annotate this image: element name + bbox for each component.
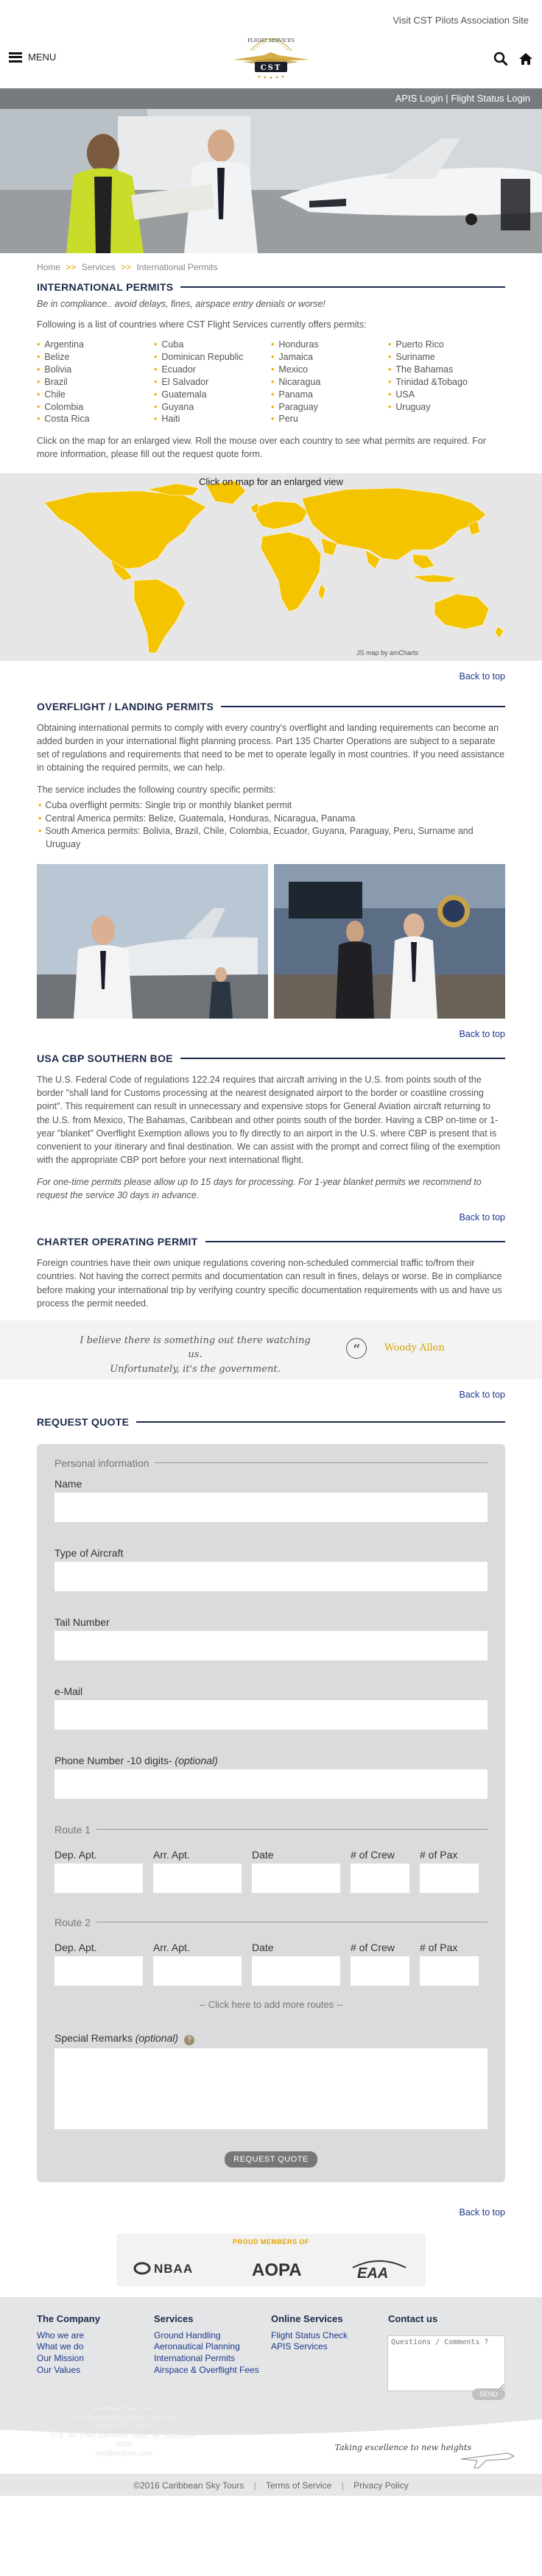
footer-link[interactable]: Ground Handling [154,2329,221,2340]
country-item: • Ecuador [154,364,271,376]
phone-label [54,1755,488,1766]
cst-logo[interactable] [228,26,314,83]
hamburger-icon [9,52,22,63]
flight-status-login-link[interactable]: Flight Status Login [451,93,530,104]
date-label: Date [252,1848,274,1861]
arr-label: Arr. Apt. [153,1941,190,1953]
date-label: Date [252,1941,274,1953]
dep-label: Dep. Apt. [54,1848,97,1861]
footer-link[interactable]: APIS Services [271,2341,328,2352]
country-item: • Panama [271,389,388,401]
hero-illustration [0,109,542,253]
login-separator: | [446,93,448,104]
nbaa-logo[interactable] [133,2259,214,2278]
phone-label-text: Phone Number -10 digits- [54,1754,172,1766]
home-icon[interactable] [518,52,533,66]
address-line: U.S. Tel. (786) 206-9441 - Mex. Tel. (322) 555-8000 [51,2431,197,2449]
eaa-logo[interactable] [350,2256,409,2281]
contact-comments-field[interactable] [387,2335,505,2391]
footer-company-title: The Company [37,2313,100,2324]
country-item: • Paraguay [271,401,388,414]
country-item: • Peru [271,413,388,425]
arr-label: Arr. Apt. [153,1848,190,1861]
cbp-title [37,1052,505,1064]
quote-band [0,1320,542,1379]
apis-login-link[interactable]: APIS Login [395,93,443,104]
breadcrumb-current: International Permits [136,262,218,272]
photo-row [37,864,505,1019]
overflight-title [37,701,505,712]
breadcrumb [37,253,505,278]
route-2-crew-field[interactable] [351,1956,409,1986]
aircraft-type-field[interactable] [54,1562,488,1591]
personal-info-legend [54,1457,488,1469]
cbp-note: For one-time permits please allow up to 15 days for processing. For 1-year blanket permits we recommend to request the service 30 days in advance. [37,1177,482,1201]
back-to-top-link[interactable]: Back to top [459,670,505,682]
nbaa-logo-text: NBAA [154,2261,194,2276]
personal-info-legend-text: Personal information [54,1457,149,1469]
country-item: • Costa Rica [37,413,154,425]
country-item: • Trinidad &Tobago [388,376,505,389]
route-2-arr-field[interactable] [153,1956,242,1986]
world-map-svg[interactable] [0,473,542,661]
route-1-legend-text: Route 1 [54,1823,91,1836]
pax-label: # of Pax [420,1848,458,1861]
special-remarks-field[interactable] [54,2048,488,2129]
map-caption: Click on map for an enlarged view [199,475,343,487]
route-1-legend [54,1824,488,1836]
intl-permits-title [37,281,505,293]
charter-title [37,1236,505,1248]
footer-link[interactable]: Who we are [37,2329,85,2340]
intl-lead: Be in compliance.. avoid delays, fines, airspace entry denials or worse! [37,299,325,309]
footer-bottom [0,2390,542,2474]
overflight-p1: Obtaining international permits to comply with every country's overflight and landing requirements can become an added burden in your international flight planning process. Part 135 Charter Operations are subject to a separate set of regulations and requirements that need to be met to operate legally in most countries. If you need assistance in obtaining the required permits, we can help. [37,722,505,773]
add-routes-link[interactable]: -- Click here to add more routes -- [199,1998,343,2010]
route-1-arr-field[interactable] [153,1864,242,1893]
tail-label: Tail Number [54,1616,110,1628]
country-item: • El Salvador [154,376,271,389]
intl-intro: Following is a list of countries where CST Flight Services currently offers permits: [37,319,367,330]
intl-permits-title-text: INTERNATIONAL PERMITS [37,281,174,293]
footer-link[interactable]: Flight Status Check [271,2329,348,2340]
quote-line-2: Unfortunately, it's the government. [110,1363,281,1375]
country-item: • Honduras [271,339,388,351]
topbar [0,0,542,26]
main-content [0,253,542,2287]
country-item: • Cuba [154,339,271,351]
country-item: • The Bahamas [388,364,505,376]
address-email[interactable]: ops@cstflyus.com [95,2449,152,2458]
route-2-legend [54,1917,488,1928]
route-1-crew-field[interactable] [351,1864,409,1893]
list-item: • Cuba overflight permits: Single trip or monthly blanket permit [37,799,505,813]
country-item: • Guyana [154,401,271,414]
breadcrumb-sep: >> [66,262,77,272]
header-icons [493,52,533,66]
country-item: • Belize [37,351,154,364]
country-item: • Uruguay [388,401,505,414]
request-quote-form [37,1444,505,2182]
charter-title-text: CHARTER OPERATING PERMIT [37,1236,198,1248]
request-quote-title [37,1416,505,1428]
copyright-bar [0,2474,542,2496]
request-quote-button[interactable]: REQUEST QUOTE [225,2151,317,2168]
pax-label: # of Pax [420,1941,458,1953]
pilot-tarmac-photo [37,864,268,1019]
country-item: • Jamaica [271,351,388,364]
back-to-top-link[interactable]: Back to top [459,1389,505,1400]
map-credit[interactable]: JS map by amCharts [356,648,418,657]
quote-author: Woody Allen [384,1342,445,1354]
breadcrumb-home[interactable]: Home [37,262,61,272]
overflight-p2: The service includes the following country specific permits: [37,785,276,795]
search-icon[interactable] [493,52,508,66]
footer-online-title: Online Services [271,2313,343,2324]
footer-company [37,2313,154,2376]
email-label: e-Mail [54,1685,83,1697]
route-1-dep-field[interactable] [54,1864,143,1893]
country-item: • Nicaragua [271,376,388,389]
remarks-label-text: Special Remarks [54,2031,133,2044]
crew-label: # of Crew [351,1848,395,1861]
logo-brand: CST [260,64,282,72]
hero-image [0,109,542,253]
aircraft-label: Type of Aircraft [54,1546,124,1559]
optional-tag: (optional) [175,1754,218,1766]
privacy-link[interactable]: Privacy Policy [353,2480,409,2491]
world-map[interactable] [0,473,542,661]
country-item: • Argentina [37,339,154,351]
route-2-date-field[interactable] [252,1956,340,1986]
quote-icon: “ [346,1338,367,1359]
country-item: • Chile [37,389,154,401]
cbp-title-text: USA CBP SOUTHERN BOE [37,1052,173,1065]
footer-link[interactable]: International Permits [154,2352,236,2363]
optional-tag: (optional) [135,2031,179,2044]
charter-p1: Foreign countries have their own unique regulations covering non-scheduled commercial traffic to/from their countries. Not having the correct permits and documentation can result in fines, delays or worse. Be in compliance before making your international trip by verifying country specific documentation requirements with us and have us process the permit needed. [37,1258,502,1309]
address-line: 4300 Blue Lagoon Drive, Suite 600 [69,2413,178,2422]
login-bar [0,88,542,109]
footer-link[interactable]: Airspace & Overflight Fees [154,2364,259,2375]
country-item: • Guatemala [154,389,271,401]
country-item: • Brazil [37,376,154,389]
footer-link[interactable]: Our Values [37,2364,81,2375]
permits-list [37,799,505,851]
aopa-logo[interactable] [249,2257,315,2279]
menu-label: MENU [28,52,57,63]
quote-line-1: I believe there is something out there watching us. [80,1334,311,1361]
logo-top-text: FLIGHT SERVICES [247,38,295,43]
header [0,22,542,88]
visit-pilots-link[interactable]: Visit CST Pilots Association Site [393,15,529,26]
country-item: • Dominican Republic [154,351,271,364]
office-team-photo [274,864,505,1019]
country-list [37,339,505,425]
eaa-logo-text: EAA [356,2265,388,2281]
route-2-dep-field[interactable] [54,1956,143,1986]
members-title: PROUD MEMBERS OF [232,2237,309,2246]
footer-services [154,2313,271,2376]
copyright-separator: | [253,2480,256,2491]
country-item: • Suriname [388,351,505,364]
footer-services-title: Services [154,2313,194,2324]
send-button[interactable]: SEND [472,2388,505,2400]
route-2-row [54,1934,488,1986]
request-quote-title-text: REQUEST QUOTE [37,1415,130,1428]
quote-text [74,1334,317,1377]
address-line: Miami, FL 33026 [97,2422,150,2431]
overflight-title-text: OVERFLIGHT / LANDING PERMITS [37,700,214,712]
list-item: • Central America permits: Belize, Guatemala, Honduras, Nicaragua, Panama [37,813,505,826]
menu-button[interactable] [9,52,56,63]
breadcrumb-services[interactable]: Services [81,262,116,272]
address-line: Caribbean Sky Tours [91,2404,156,2413]
cbp-p1: The U.S. Federal Code of regulations 122.24 requires that aircraft arriving in the U.S. from points south of the border "shall land for Customs processing at the nearest designated airport to the border or coastline crossing point". This requirement can result in unnecessary and expensive stops for General Aviation aircraft returning to the U.S. from Mexico, The Bahamas, Caribbean and other points south of the border. Having a CBP on-time or 1-year "blanket" Overflight Exemption allows you to fly directly to an airport in the U.S. where CBP is present that is convenient to your itinerary and final destination. We can assist with the prompt and correct filing of the exemption with the appropriate CBP port before your next international flight. [37,1075,501,1165]
tagline: Taking excellence to new heights [334,2442,471,2452]
name-label: Name [54,1477,82,1490]
footer-link[interactable]: Our Mission [37,2352,85,2363]
route-1-date-field[interactable] [252,1864,340,1893]
crew-label: # of Crew [351,1941,395,1953]
map-note: Click on the map for an enlarged view. Roll the mouse over each country to see what permits are required. For more information, please fill out the request quote form. [37,436,487,460]
email-field[interactable] [54,1700,488,1730]
footer-link[interactable]: What we do [37,2341,84,2352]
back-to-top-link[interactable]: Back to top [459,1212,505,1223]
country-item: • Mexico [271,364,388,376]
back-to-top-link[interactable]: Back to top [459,2207,505,2218]
footer-link[interactable]: Aeronautical Planning [154,2341,240,2352]
help-icon[interactable]: ? [184,2035,194,2045]
footer [0,2297,542,2400]
country-item: • Bolivia [37,364,154,376]
name-field[interactable] [54,1493,488,1522]
copyright-separator: | [341,2480,344,2491]
route-1-pax-field[interactable] [420,1864,479,1893]
company-address [50,2405,197,2459]
tail-number-field[interactable] [54,1631,488,1660]
country-item: • Puerto Rico [388,339,505,351]
members-logos [116,2256,426,2281]
route-2-legend-text: Route 2 [54,1916,91,1928]
country-item: • Haiti [154,413,271,425]
remarks-label [54,2032,488,2045]
country-item: • USA [388,389,505,401]
dep-label: Dep. Apt. [54,1941,97,1953]
members-box [116,2234,426,2287]
route-2-pax-field[interactable] [420,1956,479,1986]
aopa-logo-text: AOPA [251,2260,302,2279]
terms-link[interactable]: Terms of Service [265,2480,332,2491]
route-1-row [54,1841,488,1893]
country-item: • Colombia [37,401,154,414]
back-to-top-link[interactable]: Back to top [459,1029,505,1040]
phone-field[interactable] [54,1769,488,1799]
list-item: • South America permits: Bolivia, Brazil, Chile, Colombia, Ecuador, Guyana, Paraguay, Peru, Surname and Uruguay [37,825,505,851]
copyright-text: ©2016 Caribbean Sky Tours [133,2480,244,2491]
breadcrumb-sep: >> [121,262,132,272]
footer-online [271,2313,388,2376]
footer-contact-title: Contact us [388,2313,438,2324]
